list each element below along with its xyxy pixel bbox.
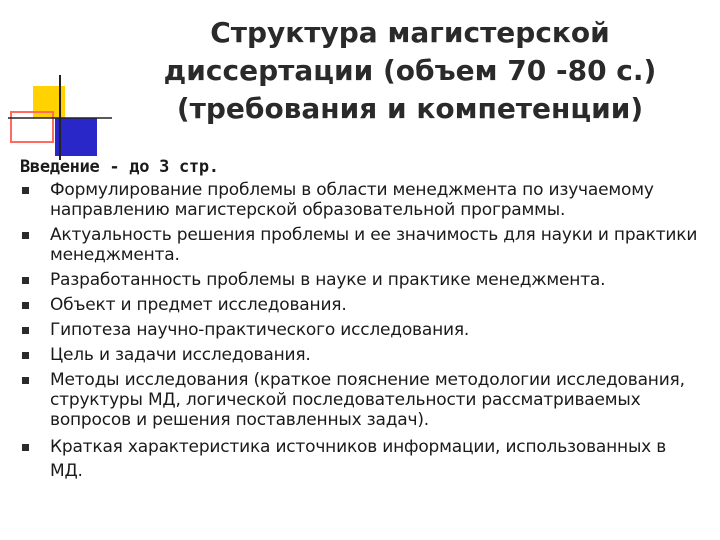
- bullet-list: [20, 180, 700, 483]
- list-item-text: Методы исследования (краткое пояснение методологии исследования, структуры МД, логической последовательности рассматриваемых вопросов и решения поставленных задач).: [50, 370, 685, 430]
- list-item: [20, 370, 700, 430]
- intro-heading: Введение - до 3 стр.: [20, 157, 219, 177]
- square-bullet-icon: [22, 302, 29, 309]
- square-bullet-icon: [22, 232, 29, 239]
- list-item: [20, 295, 700, 315]
- list-item-text: Гипотеза научно-практического исследования.: [50, 320, 470, 340]
- list-item: [20, 345, 700, 365]
- list-item-text: Объект и предмет исследования.: [50, 295, 347, 315]
- square-bullet-icon: [22, 327, 29, 334]
- square-bullet-icon: [22, 277, 29, 284]
- blue-square: [55, 118, 97, 156]
- list-item-text: Краткая характеристика источников информации, использованных в МД.: [50, 437, 667, 481]
- list-item: [20, 180, 700, 220]
- list-item-text: Цель и задачи исследования.: [50, 345, 311, 365]
- content-body: [20, 157, 700, 488]
- square-bullet-icon: [22, 352, 29, 359]
- square-bullet-icon: [22, 187, 29, 194]
- list-item: [20, 225, 700, 265]
- list-item: [20, 270, 700, 290]
- title-line-2: диссертации (объем 70 -80 с.): [163, 54, 657, 87]
- title-line-1: Структура магистерской: [210, 16, 610, 49]
- list-item-text: Актуальность решения проблемы и ее значимость для науки и практики менеджмента.: [50, 225, 698, 265]
- square-bullet-icon: [22, 377, 29, 384]
- page-title: [135, 14, 685, 128]
- list-item-text: Формулирование проблемы в области менеджмента по изучаемому направлению магистерской образовательной программы.: [50, 180, 654, 220]
- list-item: [20, 435, 700, 483]
- decorative-squares: [0, 0, 120, 170]
- list-item: [20, 320, 700, 340]
- square-bullet-icon: [22, 444, 29, 451]
- list-item-text: Разработанность проблемы в науке и практике менеджмента.: [50, 270, 606, 290]
- title-line-3: (требования и компетенции): [176, 92, 644, 125]
